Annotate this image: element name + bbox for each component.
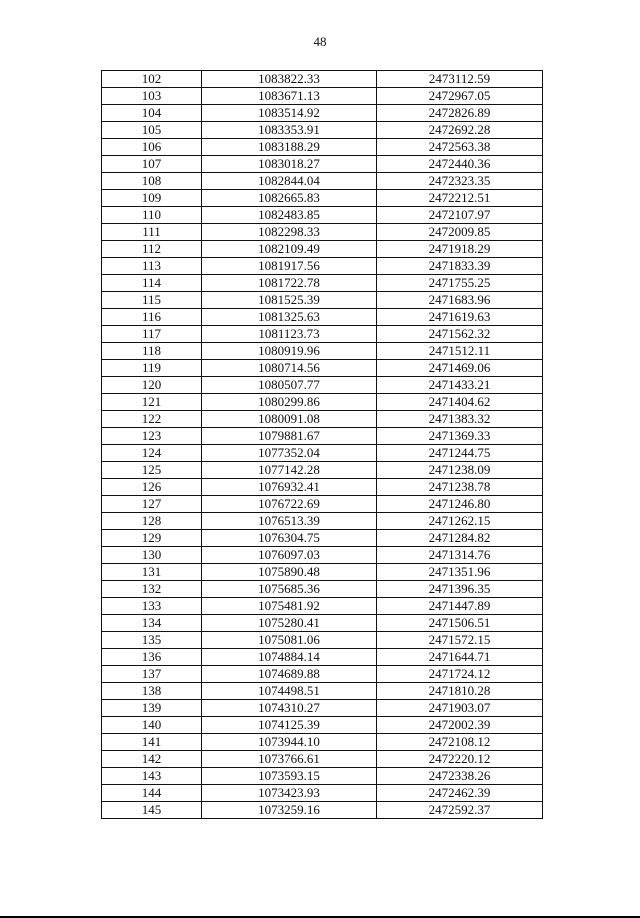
- y-coordinate-cell: 2471810.28: [377, 683, 543, 700]
- table-row: [102, 666, 543, 683]
- x-coordinate-cell: 1076722.69: [202, 496, 377, 513]
- table-row: [102, 224, 543, 241]
- x-coordinate-cell: 1082483.85: [202, 207, 377, 224]
- table-row: [102, 190, 543, 207]
- y-coordinate-cell: 2472108.12: [377, 734, 543, 751]
- table-row: [102, 156, 543, 173]
- y-coordinate-cell: 2471262.15: [377, 513, 543, 530]
- y-coordinate-cell: 2471619.63: [377, 309, 543, 326]
- x-coordinate-cell: 1074125.39: [202, 717, 377, 734]
- x-coordinate-cell: 1075890.48: [202, 564, 377, 581]
- point-number-cell: 129: [102, 530, 202, 547]
- x-coordinate-cell: 1081325.63: [202, 309, 377, 326]
- table-row: [102, 394, 543, 411]
- x-coordinate-cell: 1074498.51: [202, 683, 377, 700]
- table-row: [102, 564, 543, 581]
- table-row: [102, 683, 543, 700]
- x-coordinate-cell: 1077352.04: [202, 445, 377, 462]
- table-row: [102, 411, 543, 428]
- point-number-cell: 107: [102, 156, 202, 173]
- y-coordinate-cell: 2472826.89: [377, 105, 543, 122]
- y-coordinate-cell: 2471314.76: [377, 547, 543, 564]
- table-row: [102, 122, 543, 139]
- point-number-cell: 125: [102, 462, 202, 479]
- x-coordinate-cell: 1083188.29: [202, 139, 377, 156]
- y-coordinate-cell: 2471383.32: [377, 411, 543, 428]
- y-coordinate-cell: 2471396.35: [377, 581, 543, 598]
- point-number-cell: 115: [102, 292, 202, 309]
- x-coordinate-cell: 1081722.78: [202, 275, 377, 292]
- point-number-cell: 122: [102, 411, 202, 428]
- x-coordinate-cell: 1076932.41: [202, 479, 377, 496]
- x-coordinate-cell: 1080714.56: [202, 360, 377, 377]
- point-number-cell: 124: [102, 445, 202, 462]
- table-row: [102, 717, 543, 734]
- y-coordinate-cell: 2471447.89: [377, 598, 543, 615]
- y-coordinate-cell: 2471238.78: [377, 479, 543, 496]
- x-coordinate-cell: 1080091.08: [202, 411, 377, 428]
- x-coordinate-cell: 1080299.86: [202, 394, 377, 411]
- x-coordinate-cell: 1074310.27: [202, 700, 377, 717]
- point-number-cell: 119: [102, 360, 202, 377]
- x-coordinate-cell: 1081123.73: [202, 326, 377, 343]
- point-number-cell: 133: [102, 598, 202, 615]
- x-coordinate-cell: 1075280.41: [202, 615, 377, 632]
- table-row: [102, 649, 543, 666]
- coordinates-table: [101, 70, 543, 819]
- y-coordinate-cell: 2472592.37: [377, 802, 543, 819]
- table-row: [102, 768, 543, 785]
- y-coordinate-cell: 2471755.25: [377, 275, 543, 292]
- x-coordinate-cell: 1082298.33: [202, 224, 377, 241]
- x-coordinate-cell: 1083671.13: [202, 88, 377, 105]
- table-row: [102, 785, 543, 802]
- x-coordinate-cell: 1075481.92: [202, 598, 377, 615]
- y-coordinate-cell: 2471683.96: [377, 292, 543, 309]
- point-number-cell: 127: [102, 496, 202, 513]
- x-coordinate-cell: 1081525.39: [202, 292, 377, 309]
- table-row: [102, 700, 543, 717]
- table-row: [102, 428, 543, 445]
- table-row: [102, 173, 543, 190]
- x-coordinate-cell: 1075685.36: [202, 581, 377, 598]
- y-coordinate-cell: 2471506.51: [377, 615, 543, 632]
- point-number-cell: 116: [102, 309, 202, 326]
- point-number-cell: 135: [102, 632, 202, 649]
- x-coordinate-cell: 1076097.03: [202, 547, 377, 564]
- table-row: [102, 734, 543, 751]
- y-coordinate-cell: 2472440.36: [377, 156, 543, 173]
- table-row: [102, 309, 543, 326]
- point-number-cell: 132: [102, 581, 202, 598]
- x-coordinate-cell: 1076513.39: [202, 513, 377, 530]
- table-row: [102, 139, 543, 156]
- table-body: [102, 71, 543, 819]
- table-row: [102, 88, 543, 105]
- x-coordinate-cell: 1081917.56: [202, 258, 377, 275]
- page-number: 48: [313, 34, 327, 49]
- y-coordinate-cell: 2472323.35: [377, 173, 543, 190]
- x-coordinate-cell: 1075081.06: [202, 632, 377, 649]
- y-coordinate-cell: 2471238.09: [377, 462, 543, 479]
- y-coordinate-cell: 2472338.26: [377, 768, 543, 785]
- point-number-cell: 117: [102, 326, 202, 343]
- point-number-cell: 138: [102, 683, 202, 700]
- y-coordinate-cell: 2471469.06: [377, 360, 543, 377]
- point-number-cell: 105: [102, 122, 202, 139]
- y-coordinate-cell: 2472563.38: [377, 139, 543, 156]
- table-row: [102, 632, 543, 649]
- table-row: [102, 275, 543, 292]
- table-row: [102, 479, 543, 496]
- point-number-cell: 143: [102, 768, 202, 785]
- y-coordinate-cell: 2472692.28: [377, 122, 543, 139]
- point-number-cell: 134: [102, 615, 202, 632]
- point-number-cell: 120: [102, 377, 202, 394]
- y-coordinate-cell: 2471351.96: [377, 564, 543, 581]
- y-coordinate-cell: 2471369.33: [377, 428, 543, 445]
- point-number-cell: 137: [102, 666, 202, 683]
- point-number-cell: 145: [102, 802, 202, 819]
- y-coordinate-cell: 2472107.97: [377, 207, 543, 224]
- table-row: [102, 377, 543, 394]
- y-coordinate-cell: 2472009.85: [377, 224, 543, 241]
- table-row: [102, 513, 543, 530]
- x-coordinate-cell: 1079881.67: [202, 428, 377, 445]
- table-row: [102, 445, 543, 462]
- table-row: [102, 71, 543, 88]
- point-number-cell: 110: [102, 207, 202, 224]
- y-coordinate-cell: 2471833.39: [377, 258, 543, 275]
- y-coordinate-cell: 2471903.07: [377, 700, 543, 717]
- point-number-cell: 141: [102, 734, 202, 751]
- y-coordinate-cell: 2471724.12: [377, 666, 543, 683]
- table-row: [102, 530, 543, 547]
- table-row: [102, 581, 543, 598]
- table-row: [102, 598, 543, 615]
- x-coordinate-cell: 1074884.14: [202, 649, 377, 666]
- point-number-cell: 128: [102, 513, 202, 530]
- y-coordinate-cell: 2471433.21: [377, 377, 543, 394]
- x-coordinate-cell: 1082109.49: [202, 241, 377, 258]
- point-number-cell: 112: [102, 241, 202, 258]
- table-row: [102, 360, 543, 377]
- y-coordinate-cell: 2472002.39: [377, 717, 543, 734]
- table-row: [102, 105, 543, 122]
- point-number-cell: 109: [102, 190, 202, 207]
- point-number-cell: 139: [102, 700, 202, 717]
- y-coordinate-cell: 2471244.75: [377, 445, 543, 462]
- point-number-cell: 130: [102, 547, 202, 564]
- y-coordinate-cell: 2472462.39: [377, 785, 543, 802]
- y-coordinate-cell: 2471246.80: [377, 496, 543, 513]
- table-row: [102, 258, 543, 275]
- table-row: [102, 241, 543, 258]
- table-row: [102, 343, 543, 360]
- point-number-cell: 121: [102, 394, 202, 411]
- y-coordinate-cell: 2472967.05: [377, 88, 543, 105]
- y-coordinate-cell: 2471572.15: [377, 632, 543, 649]
- y-coordinate-cell: 2471562.32: [377, 326, 543, 343]
- point-number-cell: 103: [102, 88, 202, 105]
- x-coordinate-cell: 1080507.77: [202, 377, 377, 394]
- point-number-cell: 102: [102, 71, 202, 88]
- x-coordinate-cell: 1073259.16: [202, 802, 377, 819]
- y-coordinate-cell: 2473112.59: [377, 71, 543, 88]
- x-coordinate-cell: 1077142.28: [202, 462, 377, 479]
- y-coordinate-cell: 2471512.11: [377, 343, 543, 360]
- point-number-cell: 114: [102, 275, 202, 292]
- point-number-cell: 104: [102, 105, 202, 122]
- table-row: [102, 462, 543, 479]
- y-coordinate-cell: 2471284.82: [377, 530, 543, 547]
- point-number-cell: 136: [102, 649, 202, 666]
- x-coordinate-cell: 1074689.88: [202, 666, 377, 683]
- x-coordinate-cell: 1080919.96: [202, 343, 377, 360]
- y-coordinate-cell: 2471404.62: [377, 394, 543, 411]
- x-coordinate-cell: 1073766.61: [202, 751, 377, 768]
- point-number-cell: 126: [102, 479, 202, 496]
- point-number-cell: 118: [102, 343, 202, 360]
- table-row: [102, 547, 543, 564]
- x-coordinate-cell: 1083822.33: [202, 71, 377, 88]
- table-row: [102, 326, 543, 343]
- x-coordinate-cell: 1073423.93: [202, 785, 377, 802]
- x-coordinate-cell: 1083514.92: [202, 105, 377, 122]
- point-number-cell: 140: [102, 717, 202, 734]
- table-row: [102, 615, 543, 632]
- table-row: [102, 292, 543, 309]
- x-coordinate-cell: 1082665.83: [202, 190, 377, 207]
- point-number-cell: 123: [102, 428, 202, 445]
- point-number-cell: 106: [102, 139, 202, 156]
- point-number-cell: 108: [102, 173, 202, 190]
- table-row: [102, 751, 543, 768]
- x-coordinate-cell: 1073944.10: [202, 734, 377, 751]
- y-coordinate-cell: 2471644.71: [377, 649, 543, 666]
- table-row: [102, 207, 543, 224]
- point-number-cell: 144: [102, 785, 202, 802]
- y-coordinate-cell: 2472212.51: [377, 190, 543, 207]
- x-coordinate-cell: 1083353.91: [202, 122, 377, 139]
- x-coordinate-cell: 1073593.15: [202, 768, 377, 785]
- point-number-cell: 113: [102, 258, 202, 275]
- point-number-cell: 131: [102, 564, 202, 581]
- table-row: [102, 802, 543, 819]
- x-coordinate-cell: 1082844.04: [202, 173, 377, 190]
- point-number-cell: 142: [102, 751, 202, 768]
- point-number-cell: 111: [102, 224, 202, 241]
- x-coordinate-cell: 1083018.27: [202, 156, 377, 173]
- table-row: [102, 496, 543, 513]
- y-coordinate-cell: 2471918.29: [377, 241, 543, 258]
- y-coordinate-cell: 2472220.12: [377, 751, 543, 768]
- x-coordinate-cell: 1076304.75: [202, 530, 377, 547]
